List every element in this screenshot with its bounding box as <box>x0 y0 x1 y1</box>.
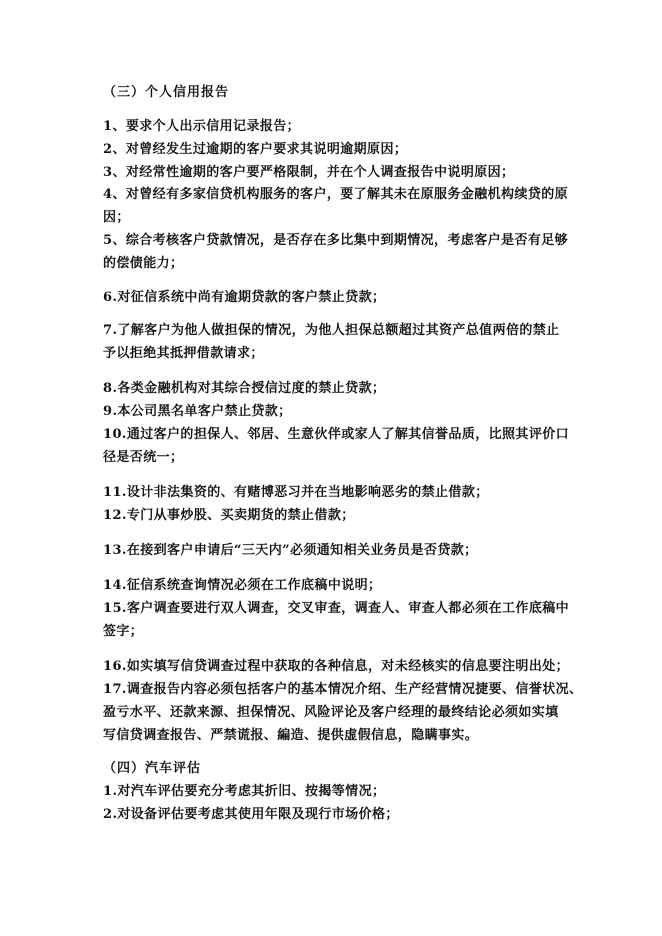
paragraph-line: 1.对汽车评估要充分考虑其折旧、按揭等情况； <box>103 784 386 799</box>
paragraph-line: 盈亏水平、还款来源、担保情况、风险评论及客户经理的最终结论必须如实填 <box>103 705 559 720</box>
paragraph-line: 4、对曾经有多家信贷机构服务的客户，要了解其未在原服务金融机构续贷的原 <box>103 187 569 202</box>
paragraph-line: 的偿债能力； <box>103 256 184 271</box>
paragraph-line: 17.调查报告内容必须包括客户的基本情况介绍、生产经营情况捷要、信誉状况、 <box>103 682 583 697</box>
paragraph-line: 15.客户调查要进行双人调查，交叉审查，调查人、审查人都必须在工作底稿中 <box>103 601 570 616</box>
paragraph-line: 1、要求个人出示信用记录报告； <box>103 119 301 134</box>
paragraph-line: 10.通过客户的担保人、邻居、生意伙伴或家人了解其信誉品质，比照其评价口 <box>103 427 570 442</box>
paragraph-line: 11.设计非法集资的、有赌博恶习并在当地影响恶劣的禁止借款； <box>103 485 489 500</box>
paragraph-line: 予以拒绝其抵押借款请求； <box>103 346 264 361</box>
paragraph-line: 16.如实填写信贷调查过程中获取的各种信息，对未经核实的信息要注明出处； <box>103 659 570 674</box>
section-heading-personal-credit-report: （三）个人信用报告 <box>103 85 230 100</box>
paragraph-line: 7.了解客户为他人做担保的情况，为他人担保总额超过其资产总值两倍的禁止 <box>103 323 560 338</box>
paragraph-line: 12.专门从事炒股、买卖期货的禁止借款； <box>103 508 355 523</box>
paragraph-line: 写信贷调查报告、严禁谎报、編造、提供虚假信息，隐瞒事实。 <box>103 728 479 743</box>
paragraph-line: 2、对曾经发生过逾期的客户要求其说明逾期原因； <box>103 142 408 157</box>
section-heading-car-assessment: （四）汽车评估 <box>103 761 202 776</box>
paragraph-line: 2.对设备评估要考虑其使用年限及现行市场价格； <box>103 807 399 822</box>
paragraph-line: 13.在接到客户申请后“三天内”必须通知相关业务员是否贷款； <box>103 543 478 558</box>
paragraph-line: 6.对征信系统中尚有逾期贷款的客户禁止贷款； <box>103 290 386 305</box>
paragraph-line: 9.本公司黑名单客户禁止贷款； <box>103 404 292 419</box>
paragraph-line: 径是否统一； <box>103 450 184 465</box>
paragraph-line: 5、综合考核客户贷款情况，是否存在多比集中到期情况，考虑客户是否有足够 <box>103 233 569 248</box>
paragraph-line: 3、对经常性逾期的客户要严格限制，并在个人调查报告中说明原因； <box>103 165 515 180</box>
paragraph-line: 签字； <box>103 624 144 639</box>
paragraph-line: 因； <box>103 210 130 225</box>
paragraph-line: 8.各类金融机构对其综合授信过度的禁止贷款； <box>103 381 386 396</box>
paragraph-line: 14.征信系统查询情况必须在工作底稿中说明； <box>103 578 382 593</box>
